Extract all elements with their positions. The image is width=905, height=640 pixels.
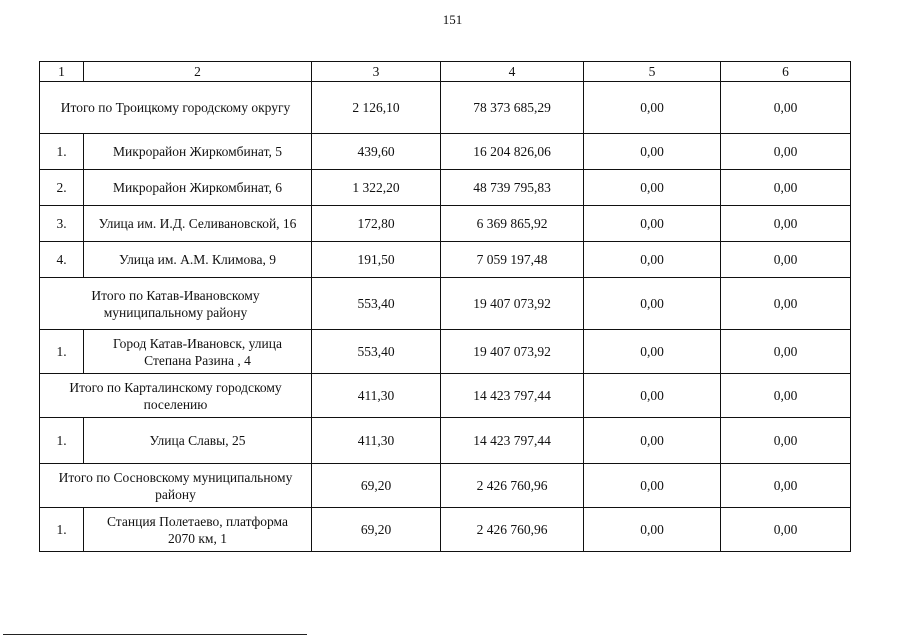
header-cell: 3 <box>312 62 441 82</box>
amount-cell: 78 373 685,29 <box>441 82 584 134</box>
table-row <box>40 418 851 464</box>
amount-cell: 19 407 073,92 <box>441 278 584 330</box>
table-row <box>40 170 851 206</box>
address-cell: Микрорайон Жиркомбинат, 6 <box>84 170 312 206</box>
subtotal-label-cell: Итого по Сосновскому муниципальному району <box>40 464 312 508</box>
subtotal-row <box>40 374 851 418</box>
value-cell: 0,00 <box>721 82 851 134</box>
value-cell: 0,00 <box>721 464 851 508</box>
row-number-cell: 1. <box>40 330 84 374</box>
area-cell: 1 322,20 <box>312 170 441 206</box>
area-cell: 411,30 <box>312 418 441 464</box>
value-cell: 0,00 <box>721 330 851 374</box>
value-cell: 0,00 <box>721 206 851 242</box>
table-row <box>40 508 851 552</box>
page-number: 151 <box>442 12 463 27</box>
area-cell: 411,30 <box>312 374 441 418</box>
amount-cell: 48 739 795,83 <box>441 170 584 206</box>
area-cell: 439,60 <box>312 134 441 170</box>
subtotal-label-cell: Итого по Карталинскому городскому поселению <box>40 374 312 418</box>
value-cell: 0,00 <box>584 278 721 330</box>
address-cell: Улица Славы, 25 <box>84 418 312 464</box>
value-cell: 0,00 <box>584 374 721 418</box>
area-cell: 172,80 <box>312 206 441 242</box>
header-cell: 1 <box>40 62 84 82</box>
subtotal-row <box>40 82 851 134</box>
value-cell: 0,00 <box>721 242 851 278</box>
address-cell: Микрорайон Жиркомбинат, 5 <box>84 134 312 170</box>
area-cell: 69,20 <box>312 508 441 552</box>
value-cell: 0,00 <box>584 330 721 374</box>
area-cell: 553,40 <box>312 330 441 374</box>
amount-cell: 2 426 760,96 <box>441 464 584 508</box>
row-number-cell: 1. <box>40 508 84 552</box>
value-cell: 0,00 <box>721 170 851 206</box>
value-cell: 0,00 <box>584 418 721 464</box>
subtotal-row <box>40 278 851 330</box>
header-cell: 4 <box>441 62 584 82</box>
header-row <box>40 62 851 82</box>
value-cell: 0,00 <box>721 278 851 330</box>
value-cell: 0,00 <box>721 374 851 418</box>
amount-cell: 19 407 073,92 <box>441 330 584 374</box>
subtotal-label-cell: Итого по Катав-Ивановскому муниципальному району <box>40 278 312 330</box>
area-cell: 191,50 <box>312 242 441 278</box>
amount-cell: 14 423 797,44 <box>441 374 584 418</box>
address-cell: Улица им. И.Д. Селивановской, 16 <box>84 206 312 242</box>
row-number-cell: 1. <box>40 418 84 464</box>
value-cell: 0,00 <box>721 418 851 464</box>
data-table <box>39 61 851 552</box>
amount-cell: 16 204 826,06 <box>441 134 584 170</box>
value-cell: 0,00 <box>721 134 851 170</box>
address-cell: Улица им. А.М. Климова, 9 <box>84 242 312 278</box>
value-cell: 0,00 <box>584 242 721 278</box>
table-row <box>40 242 851 278</box>
footnote-rule <box>3 634 307 635</box>
table-row <box>40 330 851 374</box>
value-cell: 0,00 <box>584 170 721 206</box>
row-number-cell: 4. <box>40 242 84 278</box>
area-cell: 2 126,10 <box>312 82 441 134</box>
amount-cell: 7 059 197,48 <box>441 242 584 278</box>
value-cell: 0,00 <box>584 508 721 552</box>
header-cell: 2 <box>84 62 312 82</box>
amount-cell: 14 423 797,44 <box>441 418 584 464</box>
amount-cell: 2 426 760,96 <box>441 508 584 552</box>
area-cell: 553,40 <box>312 278 441 330</box>
header-cell: 5 <box>584 62 721 82</box>
address-cell: Город Катав-Ивановск, улица Степана Разина , 4 <box>84 330 312 374</box>
value-cell: 0,00 <box>584 82 721 134</box>
subtotal-label-cell: Итого по Троицкому городскому округу <box>40 82 312 134</box>
value-cell: 0,00 <box>584 464 721 508</box>
value-cell: 0,00 <box>584 206 721 242</box>
address-cell: Станция Полетаево, платформа 2070 км, 1 <box>84 508 312 552</box>
row-number-cell: 3. <box>40 206 84 242</box>
table-row <box>40 206 851 242</box>
row-number-cell: 2. <box>40 170 84 206</box>
amount-cell: 6 369 865,92 <box>441 206 584 242</box>
value-cell: 0,00 <box>584 134 721 170</box>
table-row <box>40 134 851 170</box>
value-cell: 0,00 <box>721 508 851 552</box>
row-number-cell: 1. <box>40 134 84 170</box>
header-cell: 6 <box>721 62 851 82</box>
subtotal-row <box>40 464 851 508</box>
area-cell: 69,20 <box>312 464 441 508</box>
